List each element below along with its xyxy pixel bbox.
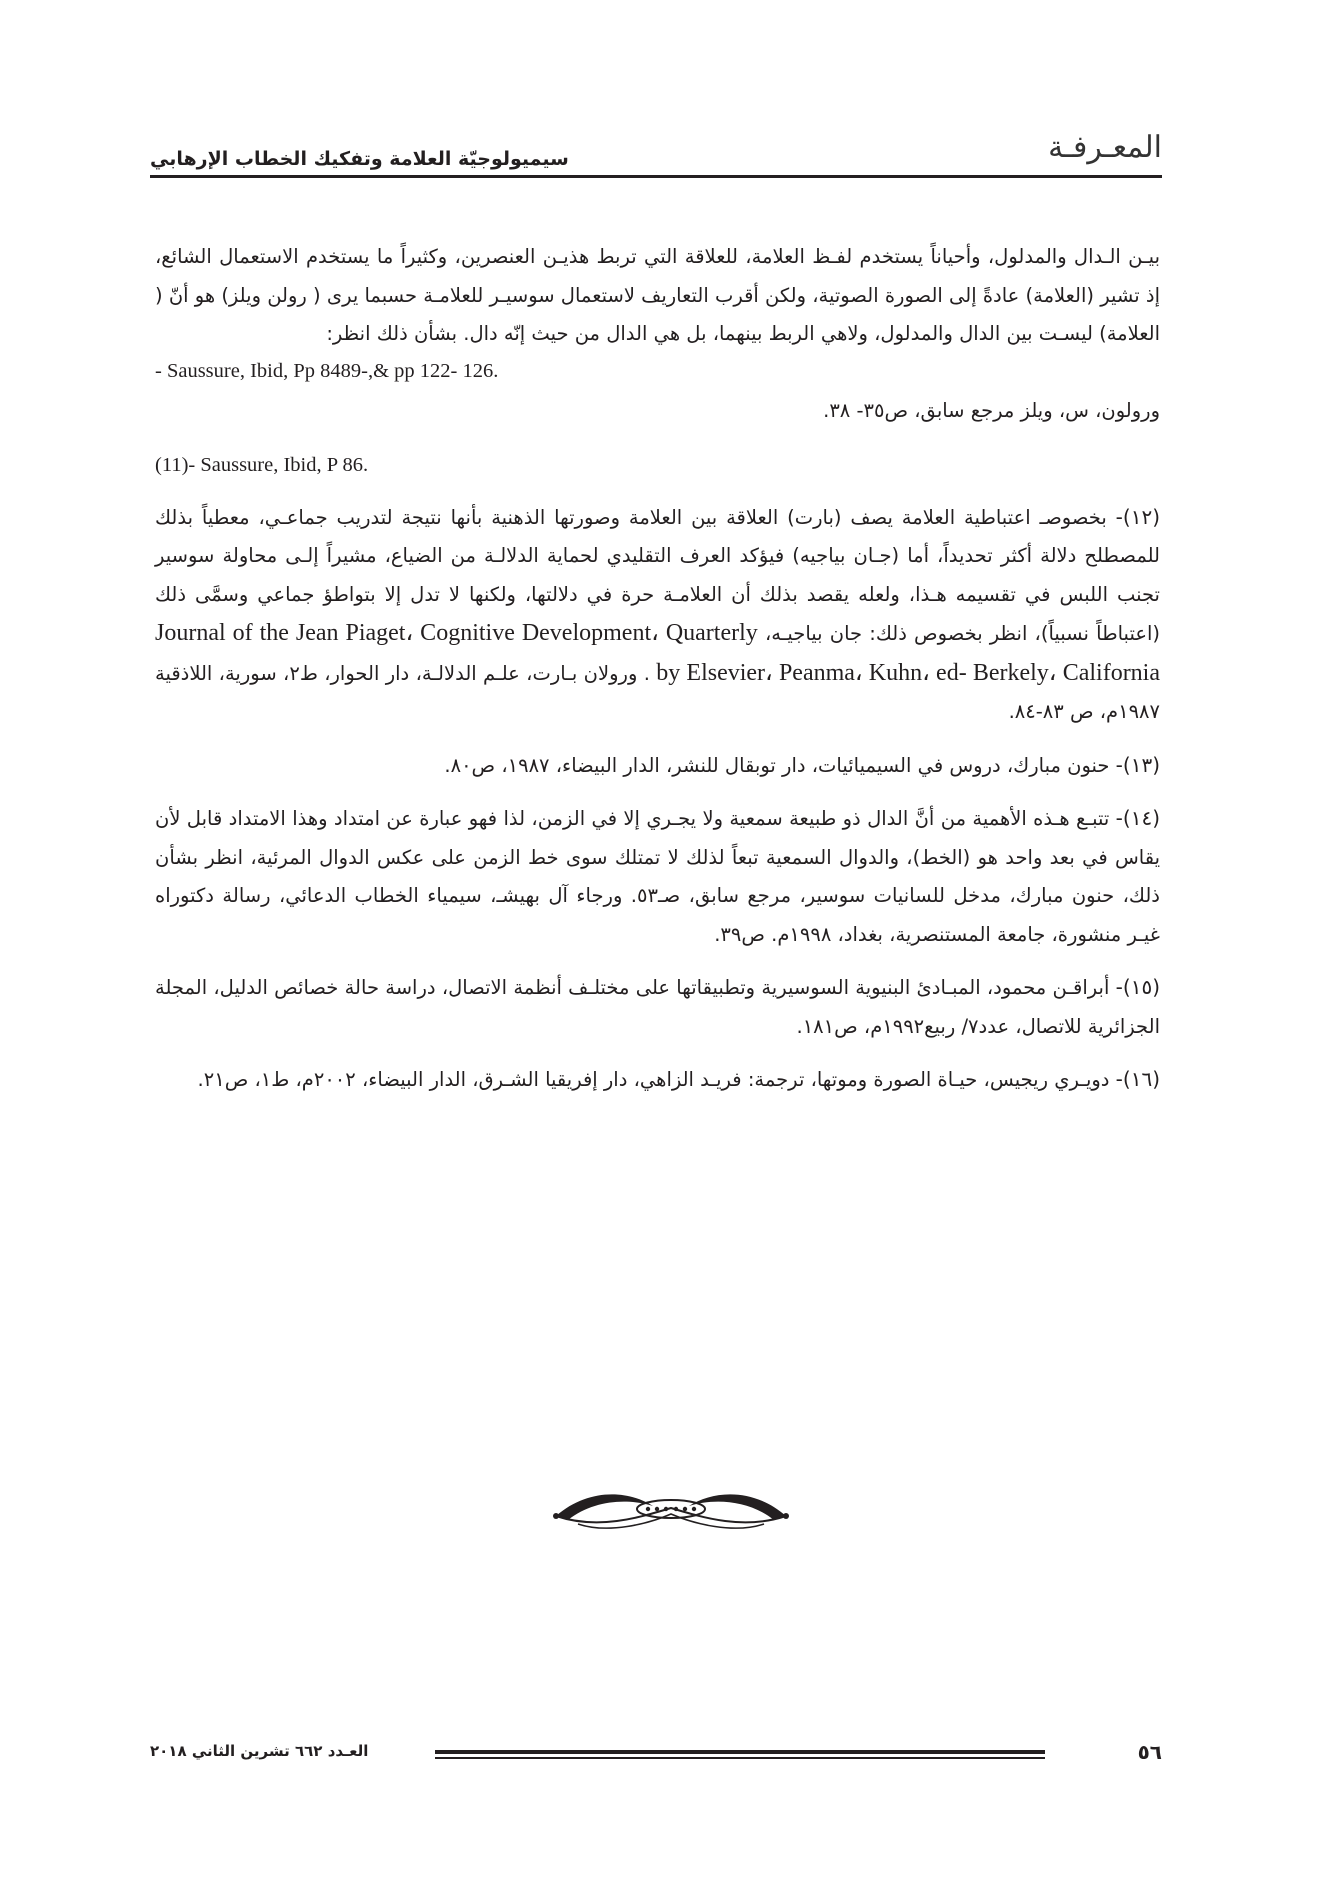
decorative-ornament-icon	[548, 1478, 794, 1538]
note-12-number: (١٢)-	[1115, 504, 1160, 529]
page-header	[150, 130, 1162, 172]
footer-rule-thick	[435, 1750, 1045, 1754]
wells-reference: ورولون، س، ويلز مرجع سابق، ص٣٥- ٣٨.	[823, 398, 1160, 422]
note-13-text: حنون مبارك، دروس في السيميائيات، دار توبقال للنشر، الدار البيضاء، ١٩٨٧، ص٨٠.	[444, 753, 1110, 777]
page-number: ٥٦	[1137, 1740, 1162, 1764]
intro-paragraph: بيـن الـدال والمدلول، وأحياناً يستخدم لفـظ العلامة، للعلاقة التي تربط هذيـن العنصرين، وكثيراً ما يستخدم الاستعمال الشائع، إذ تشير (العلامة) عادةً إلى الصورة الصوتية، ولكن أقرب التعاريف لاستعمال سوسيـر للعلامـة حسبما يرى ( رولن ويلز) هو أنّ ( العلامة) ليسـت بين الدال والمدلول، ولاهي الربط بينهما، بل هي الدال من حيث إنّه دال. بشأن ذلك انظر:	[155, 245, 1160, 345]
note-15	[155, 968, 1160, 1046]
note-12-text-a: بخصوصـ اعتباطية العلامة يصف (بارت) العلاقة بين العلامة وصورتها الذهنية بأنها نتيجة لتدريب جماعـي، معطياً بذلك للمصطلح دلالة أكثر تحديداً، أما (جـان بياجيه) فيؤكد العرف التقليدي لحماية الدلالـة من الضياع، مشيراً إلـى محاولة سوسير تجنب اللبس في تقسيمه هـذا، ولعله يقصد بذلك أن العلامـة حرة في دلالتها، ولكنها لا تدل إلا بتواطؤ جماعي وسمَّى ذلك (اعتباطاً نسبياً)، انظر بخصوص ذلك: جان بياجيـه،	[155, 505, 1160, 645]
note-13	[155, 746, 1160, 786]
footer-rule-thin	[435, 1757, 1045, 1759]
note-12-latin-b: by Elsevier، Peanma، Kuhn، ed- Berkely، California	[656, 659, 1161, 686]
magazine-logo: المعـرفـة	[1048, 130, 1162, 165]
note-11: (11)- Saussure, Ibid, P 86.	[155, 453, 369, 476]
note-15-text: أبراقـن محمود، المبـادئ البنيوية السوسيرية وتطبيقاتها على مختلـف أنظمة الاتصال، دراسة حالة خصائص الدليل، المجلة الجزائرية للاتصال، عدد٧/ ربيع١٩٩٢م، ص١٨١.	[155, 976, 1160, 1038]
note-16-text: دويـري ريجيس، حيـاة الصورة وموتها، ترجمة: فريـد الزاهي، دار إفريقيا الشـرق، الدار البيضاء، ٢٠٠٢م، ط١، ص٢١.	[197, 1068, 1110, 1091]
note-14	[155, 799, 1160, 954]
page-footer	[150, 1740, 1162, 1780]
note-12	[155, 498, 1160, 732]
note-14-text: تتبـع هـذه الأهمية من أنَّ الدال ذو طبيعة سمعية ولا يجـري إلا في الزمن، لذا فهو عبارة عن امتداد وهذا الامتداد قابل لأن يقاس في بعد واحد هو (الخط)، والدوال السمعية تبعاً لذلك لا تمتلك سوى خط الزمن على عكس الدوال المرئية، انظر بشأن ذلك، حنون مبارك، مدخل للسانيات سوسير، مرجع سابق، صـ٥٣. ورجاء آل بهيشـ، سيمياء الخطاب الدعائي، رسالة دكتوراه غيـر منشورة، جامعة المستنصرية، بغداد، ١٩٩٨م. ص٣٩.	[155, 807, 1160, 946]
header-rule	[150, 175, 1162, 178]
issue-info: العـدد ٦٦٢ تشرين الثاني ٢٠١٨	[150, 1742, 369, 1760]
note-14-number: (١٤)-	[1115, 806, 1160, 830]
saussure-reference: - Saussure, Ibid, Pp 8489-,& pp 122- 126.	[155, 359, 499, 382]
note-12-text-b: . ورولان بـارت، علـم الدلالـة، دار الحوار، ط٢، سورية، اللاذقية ١٩٨٧م، ص ٨٣-٨٤.	[155, 661, 1160, 723]
note-13-number: (١٣)-	[1115, 752, 1160, 777]
note-12-latin-a: Journal of the Jean Piaget، Cognitive Development، Quarterly	[155, 620, 758, 646]
footnotes-body	[155, 238, 1160, 1114]
note-16-number: (١٦)-	[1115, 1067, 1160, 1091]
note-16	[155, 1060, 1160, 1100]
article-title: سيميولوجيّة العلامة وتفكيك الخطاب الإرهابي	[150, 148, 569, 170]
note-15-number: (١٥)-	[1115, 975, 1160, 999]
